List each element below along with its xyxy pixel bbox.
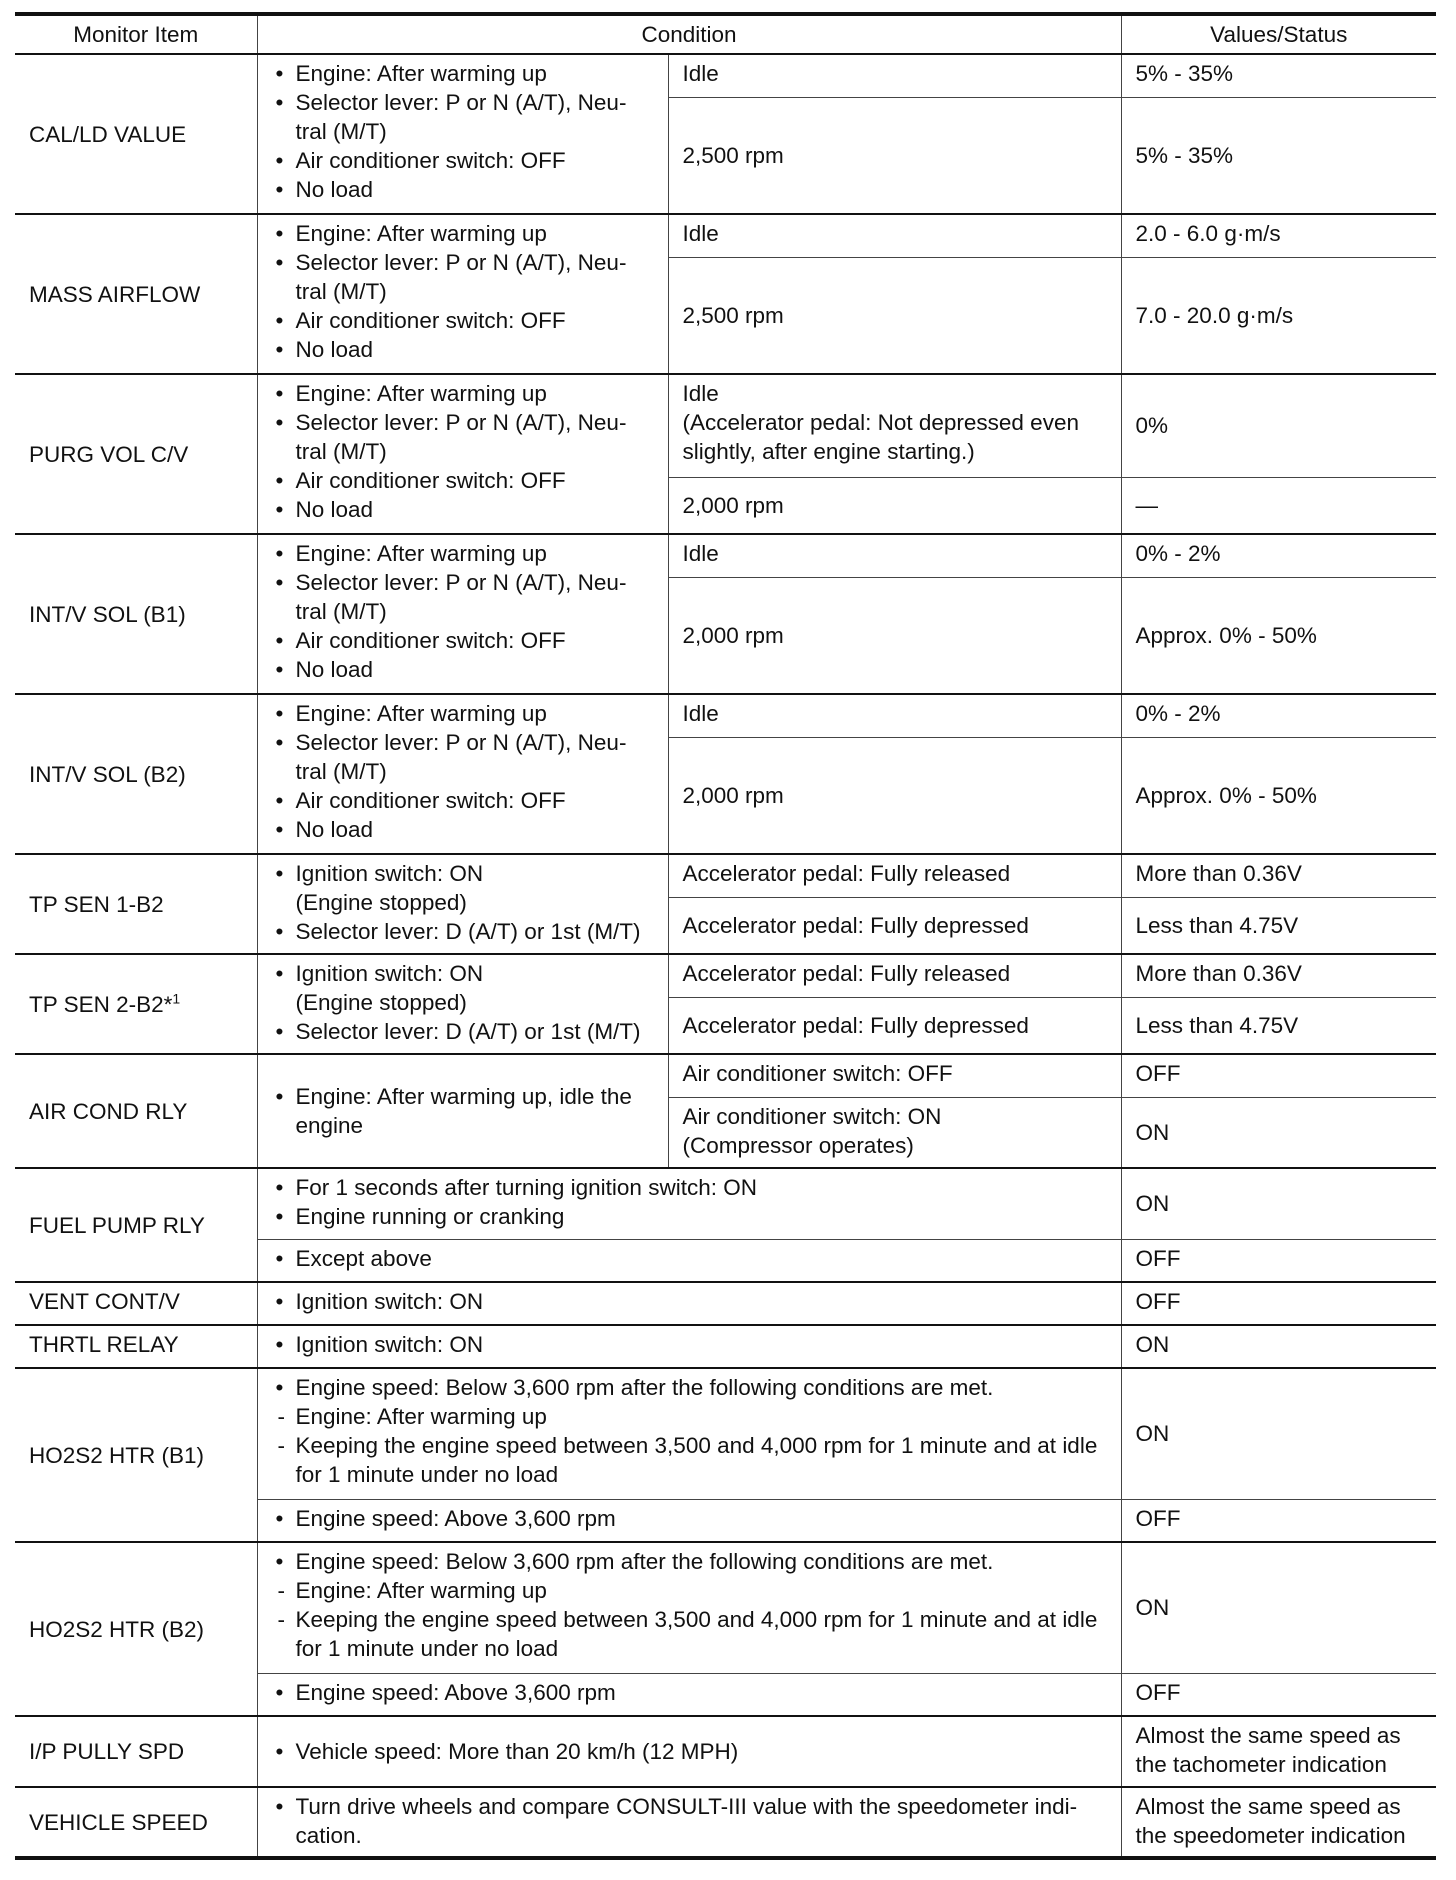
condition-list (272, 1082, 654, 1140)
value-status: OFF (1121, 1239, 1436, 1282)
table-row (15, 1325, 1436, 1368)
condition-bullet: • Air conditioner switch: OFF (272, 466, 654, 495)
condition-bullet: • No load (272, 655, 654, 684)
sub-condition: Air conditioner switch: ON (Compressor operates) (668, 1097, 1121, 1168)
table-row (15, 534, 1436, 577)
value-status: — (1121, 477, 1436, 534)
monitor-item (15, 954, 257, 1054)
monitor-item-label: TP SEN 2-B2* (29, 991, 173, 1017)
value-status: More than 0.36V (1121, 854, 1436, 897)
value-status: Almost the same speed as the speedometer indication (1121, 1787, 1436, 1858)
condition-sub-item: - Keeping the engine speed between 3,500 and 4,000 rpm for 1 minute and at idle for 1 minute under no load (272, 1431, 1107, 1489)
condition-bullet: • Selector lever: P or N (A/T), Neu-tral (M/T) (272, 248, 654, 306)
table-row (15, 1716, 1436, 1787)
condition-list (272, 219, 654, 364)
condition-cell (257, 1542, 1121, 1673)
condition-cell (257, 1282, 1121, 1325)
sub-condition: Idle (668, 534, 1121, 577)
table-row (15, 954, 1436, 997)
condition-cell (257, 54, 668, 214)
condition-cell (257, 1368, 1121, 1499)
value-status: Approx. 0% - 50% (1121, 577, 1436, 694)
condition-bullet: • Engine speed: Below 3,600 rpm after the following conditions are met. (272, 1547, 1107, 1576)
sub-condition: 2,000 rpm (668, 577, 1121, 694)
value-status: Almost the same speed as the tachometer indication (1121, 1716, 1436, 1787)
value-status: 5% - 35% (1121, 54, 1436, 97)
condition-list (272, 59, 654, 204)
table-row (15, 1542, 1436, 1673)
condition-cell (257, 534, 668, 694)
condition-bullet: • For 1 seconds after turning ignition switch: ON (272, 1173, 1107, 1202)
table-row (15, 1787, 1436, 1858)
condition-list (272, 379, 654, 524)
condition-bullet: • Engine: After warming up (272, 699, 654, 728)
condition-bullet: • Air conditioner switch: OFF (272, 306, 654, 335)
monitor-item: VENT CONT/V (15, 1282, 257, 1325)
value-status: ON (1121, 1325, 1436, 1368)
condition-cell (257, 1054, 668, 1168)
monitor-item-table (15, 12, 1436, 1860)
condition-bullet: • Selector lever: P or N (A/T), Neu-tral (M/T) (272, 568, 654, 626)
sub-condition: Idle (668, 214, 1121, 257)
condition-list (272, 1504, 1107, 1533)
condition-cell (257, 694, 668, 854)
condition-bullet: • Engine: After warming up, idle the engine (272, 1082, 654, 1140)
condition-list (272, 1547, 1107, 1663)
sub-condition: Accelerator pedal: Fully released (668, 954, 1121, 997)
condition-bullet: • Air conditioner switch: OFF (272, 786, 654, 815)
value-status: 5% - 35% (1121, 97, 1436, 214)
condition-bullet: • Selector lever: P or N (A/T), Neu-tral (M/T) (272, 408, 654, 466)
sub-condition: 2,500 rpm (668, 257, 1121, 374)
sub-condition: Idle (668, 54, 1121, 97)
table-row (15, 1168, 1436, 1239)
condition-bullet: • Engine: After warming up (272, 539, 654, 568)
condition-cell (257, 374, 668, 534)
value-status: OFF (1121, 1054, 1436, 1097)
condition-list (272, 959, 654, 1046)
condition-list (272, 1737, 1107, 1766)
value-status: ON (1121, 1097, 1436, 1168)
condition-list (272, 539, 654, 684)
monitor-item: TP SEN 1-B2 (15, 854, 257, 954)
monitor-item: VEHICLE SPEED (15, 1787, 257, 1858)
monitor-item: THRTL RELAY (15, 1325, 257, 1368)
condition-bullet: • No load (272, 495, 654, 524)
condition-bullet: • Ignition switch: ON (Engine stopped) (272, 959, 654, 1017)
table-row (15, 694, 1436, 737)
value-status: 0% - 2% (1121, 534, 1436, 577)
sub-condition: Idle (Accelerator pedal: Not depressed even slightly, after engine starting.) (668, 374, 1121, 477)
monitor-item: INT/V SOL (B1) (15, 534, 257, 694)
sub-condition: 2,000 rpm (668, 737, 1121, 854)
sub-condition: Accelerator pedal: Fully depressed (668, 897, 1121, 954)
footnote-mark: 1 (172, 990, 181, 1006)
table-row (15, 54, 1436, 97)
condition-bullet: • Selector lever: D (A/T) or 1st (M/T) (272, 1017, 654, 1046)
value-status: Approx. 0% - 50% (1121, 737, 1436, 854)
condition-list (272, 1244, 1107, 1273)
condition-list (272, 1173, 1107, 1231)
value-status: ON (1121, 1168, 1436, 1239)
table-row (15, 1054, 1436, 1097)
condition-bullet: • Engine: After warming up (272, 219, 654, 248)
condition-bullet: • Vehicle speed: More than 20 km/h (12 MPH) (272, 1737, 1107, 1766)
condition-bullet: • Selector lever: P or N (A/T), Neu-tral (M/T) (272, 728, 654, 786)
sub-condition: 2,500 rpm (668, 97, 1121, 214)
header-condition: Condition (257, 14, 1121, 54)
value-status: 0% (1121, 374, 1436, 477)
monitor-item: HO2S2 HTR (B1) (15, 1368, 257, 1542)
table-row (15, 1282, 1436, 1325)
condition-list (272, 1330, 1107, 1359)
sub-condition: Air conditioner switch: OFF (668, 1054, 1121, 1097)
value-status: More than 0.36V (1121, 954, 1436, 997)
condition-bullet: • Engine: After warming up (272, 59, 654, 88)
value-status: 0% - 2% (1121, 694, 1436, 737)
condition-cell (257, 1239, 1121, 1282)
condition-bullet: • Engine speed: Above 3,600 rpm (272, 1678, 1107, 1707)
condition-cell (257, 1716, 1121, 1787)
condition-cell (257, 1325, 1121, 1368)
condition-cell (257, 854, 668, 954)
table-row (15, 854, 1436, 897)
condition-cell (257, 1499, 1121, 1542)
value-status: OFF (1121, 1499, 1436, 1542)
condition-bullet: • Ignition switch: ON (272, 1330, 1107, 1359)
condition-cell (257, 954, 668, 1054)
value-status: Less than 4.75V (1121, 897, 1436, 954)
condition-bullet: • Selector lever: P or N (A/T), Neu-tral (M/T) (272, 88, 654, 146)
value-status: 7.0 - 20.0 g·m/s (1121, 257, 1436, 374)
condition-sub-item: - Keeping the engine speed between 3,500 and 4,000 rpm for 1 minute and at idle for 1 minute under no load (272, 1605, 1107, 1663)
sub-condition: Idle (668, 694, 1121, 737)
condition-bullet: • Turn drive wheels and compare CONSULT-III value with the speedometer indi-cation. (272, 1792, 1107, 1850)
condition-bullet: • No load (272, 175, 654, 204)
condition-cell (257, 1673, 1121, 1716)
value-status: OFF (1121, 1673, 1436, 1716)
monitor-item: FUEL PUMP RLY (15, 1168, 257, 1282)
condition-bullet: • Air conditioner switch: OFF (272, 146, 654, 175)
condition-bullet: • Air conditioner switch: OFF (272, 626, 654, 655)
condition-cell (257, 1168, 1121, 1239)
monitor-item: CAL/LD VALUE (15, 54, 257, 214)
sub-condition: Accelerator pedal: Fully depressed (668, 997, 1121, 1054)
value-status: 2.0 - 6.0 g·m/s (1121, 214, 1436, 257)
condition-bullet: • Except above (272, 1244, 1107, 1273)
header-values-status: Values/Status (1121, 14, 1436, 54)
condition-cell (257, 214, 668, 374)
condition-bullet: • Engine: After warming up (272, 379, 654, 408)
condition-bullet: • Engine speed: Above 3,600 rpm (272, 1504, 1107, 1533)
condition-bullet: • Selector lever: D (A/T) or 1st (M/T) (272, 917, 654, 946)
monitor-item: HO2S2 HTR (B2) (15, 1542, 257, 1716)
monitor-item: MASS AIRFLOW (15, 214, 257, 374)
condition-bullet: • Ignition switch: ON (272, 1287, 1107, 1316)
table-row (15, 214, 1436, 257)
sub-condition: Accelerator pedal: Fully released (668, 854, 1121, 897)
value-status: ON (1121, 1368, 1436, 1499)
condition-list (272, 699, 654, 844)
condition-bullet: • No load (272, 335, 654, 364)
condition-sub-item: - Engine: After warming up (272, 1402, 1107, 1431)
condition-list (272, 1678, 1107, 1707)
condition-bullet: • Engine speed: Below 3,600 rpm after the following conditions are met. (272, 1373, 1107, 1402)
header-row (15, 14, 1436, 54)
condition-sub-item: - Engine: After warming up (272, 1576, 1107, 1605)
condition-list (272, 859, 654, 946)
condition-cell (257, 1787, 1121, 1858)
sub-condition: 2,000 rpm (668, 477, 1121, 534)
condition-bullet: • Ignition switch: ON (Engine stopped) (272, 859, 654, 917)
monitor-item: I/P PULLY SPD (15, 1716, 257, 1787)
table-row (15, 374, 1436, 477)
monitor-item: AIR COND RLY (15, 1054, 257, 1168)
condition-list (272, 1373, 1107, 1489)
condition-list (272, 1287, 1107, 1316)
header-monitor-item: Monitor Item (15, 14, 257, 54)
monitor-item: PURG VOL C/V (15, 374, 257, 534)
table-row (15, 1368, 1436, 1499)
value-status: Less than 4.75V (1121, 997, 1436, 1054)
condition-list (272, 1792, 1107, 1850)
condition-bullet: • No load (272, 815, 654, 844)
monitor-item: INT/V SOL (B2) (15, 694, 257, 854)
value-status: ON (1121, 1542, 1436, 1673)
value-status: OFF (1121, 1282, 1436, 1325)
condition-bullet: • Engine running or cranking (272, 1202, 1107, 1231)
